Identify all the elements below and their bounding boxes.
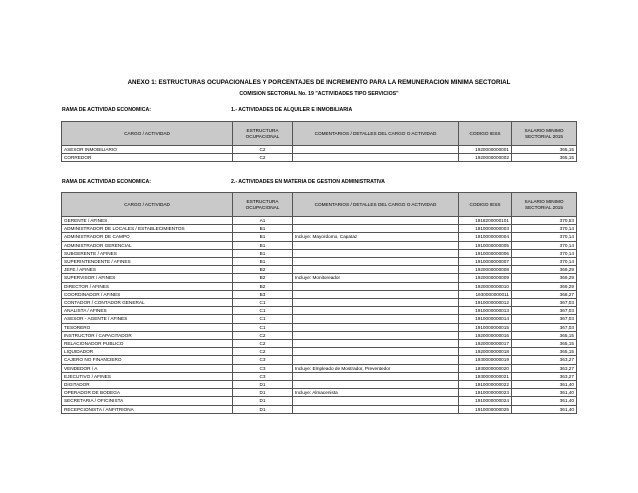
cell-salario: 365,15: [512, 331, 577, 339]
table-row: [62, 331, 577, 339]
cell-estructura: B1: [233, 249, 293, 257]
cell-estructura: B1: [233, 225, 293, 233]
cell-cargo: ANALISTA / AFINES: [62, 307, 233, 315]
table-row: [62, 389, 577, 397]
cell-estructura: C3: [233, 372, 293, 380]
cell-cargo: EJECUTIVO / AFINES: [62, 372, 233, 380]
header-estructura: ESTRUCTURA OCUPACIONAL: [233, 193, 293, 217]
cell-comentario: [293, 266, 459, 274]
header-codigo: CODIGO IESS: [459, 122, 512, 146]
table-row: [62, 348, 577, 356]
table-row: [62, 274, 577, 282]
table-row: [62, 258, 577, 266]
cell-estructura: C3: [233, 356, 293, 364]
cell-comentario: [293, 372, 459, 380]
cell-salario: 368,27: [512, 290, 577, 298]
header-comentarios: COMENTARIOS / DETALLES DEL CARGO O ACTIVIDAD: [293, 193, 459, 217]
cell-cargo: JEFE / AFINES: [62, 266, 233, 274]
cell-comentario: [293, 340, 459, 348]
cell-cargo: GERENTE / AFINES: [62, 217, 233, 225]
cell-comentario: [293, 331, 459, 339]
cell-estructura: C2: [233, 154, 293, 162]
cell-cargo: ASESOR - AGENTE / AFINES: [62, 315, 233, 323]
header-cargo: CARGO / ACTIVIDAD: [62, 122, 233, 146]
cell-cargo: OPERADOR DE BODEGA: [62, 389, 233, 397]
cell-salario: 361,40: [512, 397, 577, 405]
cell-comentario: [293, 282, 459, 290]
cell-codigo: 1920000000002: [459, 154, 512, 162]
cell-cargo: COORDINADOR / AFINES: [62, 290, 233, 298]
cell-codigo: 1910000000005: [459, 241, 512, 249]
document-subtitle: COMISION SECTORIAL No. 19 "ACTIVIDADES TIPO SERVICIOS": [239, 91, 399, 97]
cell-comentario: Incluye: Empleado de Mostrador, Preventedor: [293, 364, 459, 372]
cell-cargo: ADMINISTRADOR GERENCIAL: [62, 241, 233, 249]
table-row: [62, 397, 577, 405]
cell-salario: 370,14: [512, 225, 577, 233]
cell-salario: 361,40: [512, 381, 577, 389]
cell-codigo: 1910000000012: [459, 299, 512, 307]
cell-codigo: 1920000000009: [459, 274, 512, 282]
cell-codigo: 1910000000024: [459, 397, 512, 405]
cell-comentario: [293, 405, 459, 413]
table-row: [62, 266, 577, 274]
cell-salario: 361,40: [512, 389, 577, 397]
cell-estructura: C1: [233, 299, 293, 307]
section2-label: RAMA DE ACTIVIDAD ECONOMICA:: [62, 179, 151, 185]
header-codigo: CODIGO IESS: [459, 193, 512, 217]
cell-estructura: C1: [233, 315, 293, 323]
cell-estructura: B3: [233, 290, 293, 298]
cell-estructura: B1: [233, 258, 293, 266]
table-row: [62, 299, 577, 307]
cell-estructura: A1: [233, 217, 293, 225]
cell-codigo: 1920000000018: [459, 348, 512, 356]
table-row: [62, 241, 577, 249]
cell-comentario: [293, 356, 459, 364]
cell-estructura: B1: [233, 233, 293, 241]
cell-codigo: 1920000000008: [459, 266, 512, 274]
cell-salario: 367,03: [512, 307, 577, 315]
cell-estructura: C1: [233, 307, 293, 315]
table-row: [62, 233, 577, 241]
section1-label: RAMA DE ACTIVIDAD ECONOMICA:: [62, 107, 151, 113]
table-row: [62, 323, 577, 331]
cell-cargo: CORREDOR: [62, 154, 233, 162]
cell-codigo: 1910000000014: [459, 315, 512, 323]
cell-cargo: ADMINISTRADOR DE CAMPO: [62, 233, 233, 241]
cell-codigo: 1930000000019: [459, 356, 512, 364]
table-row: [62, 282, 577, 290]
cell-estructura: C1: [233, 323, 293, 331]
cell-estructura: B2: [233, 266, 293, 274]
table-row: [62, 154, 577, 162]
cell-cargo: ASESOR INMOBILIARIO: [62, 146, 233, 154]
cell-comentario: [293, 348, 459, 356]
cell-estructura: B1: [233, 241, 293, 249]
table-row: [62, 372, 577, 380]
header-salario: SALARIO MINIMO SECTORIAL 2015: [512, 193, 577, 217]
cell-cargo: DIRECTOR / AFINES: [62, 282, 233, 290]
cell-comentario: [293, 299, 459, 307]
table-row: [62, 290, 577, 298]
cell-codigo: 1920000000001: [459, 146, 512, 154]
cell-salario: 367,03: [512, 299, 577, 307]
table-row: [62, 340, 577, 348]
cell-estructura: C2: [233, 340, 293, 348]
cell-codigo: 1910000000025: [459, 405, 512, 413]
cell-estructura: D1: [233, 397, 293, 405]
cell-cargo: CAJERO NO FINANCIERO: [62, 356, 233, 364]
section1-table: [61, 121, 577, 162]
cell-cargo: VENDEDOR / A: [62, 364, 233, 372]
cell-cargo: INSTRUCTOR / CAPACITADOR: [62, 331, 233, 339]
table-row: [62, 249, 577, 257]
cell-estructura: D1: [233, 405, 293, 413]
cell-codigo: 1910000000006: [459, 249, 512, 257]
cell-salario: 370,53: [512, 217, 577, 225]
cell-salario: 370,14: [512, 233, 577, 241]
cell-estructura: C2: [233, 146, 293, 154]
cell-codigo: 1910000000015: [459, 323, 512, 331]
cell-comentario: [293, 241, 459, 249]
cell-cargo: SUPERINTENDENTE / AFINES: [62, 258, 233, 266]
cell-salario: 363,27: [512, 372, 577, 380]
table-row: [62, 315, 577, 323]
cell-comentario: [293, 225, 459, 233]
cell-comentario: [293, 217, 459, 225]
table-row: [62, 307, 577, 315]
cell-salario: 367,03: [512, 315, 577, 323]
cell-salario: 365,15: [512, 348, 577, 356]
cell-codigo: 1930000000011: [459, 290, 512, 298]
cell-salario: 363,27: [512, 356, 577, 364]
cell-salario: 369,29: [512, 266, 577, 274]
cell-comentario: [293, 381, 459, 389]
cell-salario: 370,14: [512, 249, 577, 257]
section2-value: 2.- ACTIVIDADES EN MATERIA DE GESTION ADMINISTRATIVA: [231, 179, 385, 185]
cell-codigo: 1910000000022: [459, 381, 512, 389]
cell-comentario: [293, 154, 459, 162]
cell-codigo: 1910000000004: [459, 233, 512, 241]
header-estructura: ESTRUCTURA OCUPACIONAL: [233, 122, 293, 146]
cell-estructura: D1: [233, 381, 293, 389]
table-row: [62, 405, 577, 413]
cell-cargo: ADMINISTRADOR DE LOCALES / ESTABLECIMIENTOS: [62, 225, 233, 233]
document-title: ANEXO 1: ESTRUCTURAS OCUPACIONALES Y PORCENTAJES DE INCREMENTO PARA LA REMUNERACION MINIMA SECTORIAL: [127, 79, 511, 86]
section2-table: [61, 192, 577, 414]
cell-codigo: 1910000000007: [459, 258, 512, 266]
cell-codigo: 1930000000020: [459, 364, 512, 372]
cell-cargo: TESORERO: [62, 323, 233, 331]
cell-comentario: [293, 397, 459, 405]
cell-cargo: DIGITADOR: [62, 381, 233, 389]
cell-codigo: 1910000000003: [459, 225, 512, 233]
cell-comentario: Incluye: Mayordomo, Capataz: [293, 233, 459, 241]
header-comentarios: COMENTARIOS / DETALLES DEL CARGO O ACTIVIDAD: [293, 122, 459, 146]
table-row: [62, 381, 577, 389]
cell-salario: 369,29: [512, 274, 577, 282]
cell-salario: 367,03: [512, 323, 577, 331]
section1-value: 1.- ACTIVIDADES DE ALQUILER E INMOBILIARIA: [231, 107, 353, 113]
cell-salario: 370,14: [512, 241, 577, 249]
cell-estructura: B2: [233, 282, 293, 290]
table-row: [62, 146, 577, 154]
cell-estructura: C3: [233, 364, 293, 372]
header-cargo: CARGO / ACTIVIDAD: [62, 193, 233, 217]
cell-codigo: 1930000000021: [459, 372, 512, 380]
cell-estructura: C2: [233, 331, 293, 339]
table-row: [62, 217, 577, 225]
cell-comentario: [293, 258, 459, 266]
cell-cargo: LIQUIDADOR: [62, 348, 233, 356]
cell-cargo: RELACIONADOR PUBLICO: [62, 340, 233, 348]
cell-comentario: Incluye: Monitoreador: [293, 274, 459, 282]
cell-cargo: CONTADOR / CONTADOR GENERAL: [62, 299, 233, 307]
cell-codigo: 1910000000023: [459, 389, 512, 397]
cell-cargo: SUPERVISOR / AFINES: [62, 274, 233, 282]
table-row: [62, 225, 577, 233]
cell-comentario: [293, 290, 459, 298]
cell-cargo: SECRETARIA / OFICINISTA: [62, 397, 233, 405]
cell-salario: 365,15: [512, 154, 577, 162]
cell-comentario: Incluye: Almacenista: [293, 389, 459, 397]
cell-salario: 365,15: [512, 146, 577, 154]
cell-codigo: 1910000000013: [459, 307, 512, 315]
cell-cargo: RECEPCIONISTA / ANFITRIONA: [62, 405, 233, 413]
cell-codigo: 1918200000101: [459, 217, 512, 225]
table-row: [62, 356, 577, 364]
cell-codigo: 1920000000017: [459, 340, 512, 348]
cell-salario: 365,15: [512, 340, 577, 348]
cell-estructura: C2: [233, 348, 293, 356]
table-row: [62, 364, 577, 372]
cell-estructura: B2: [233, 274, 293, 282]
cell-cargo: SUBGERENTE / AFINES: [62, 249, 233, 257]
cell-comentario: [293, 249, 459, 257]
header-salario: SALARIO MINIMO SECTORIAL 2015: [512, 122, 577, 146]
cell-codigo: 1920000000016: [459, 331, 512, 339]
cell-salario: 361,40: [512, 405, 577, 413]
cell-estructura: D1: [233, 389, 293, 397]
cell-comentario: [293, 323, 459, 331]
cell-salario: 369,29: [512, 282, 577, 290]
cell-comentario: [293, 315, 459, 323]
cell-salario: 363,27: [512, 364, 577, 372]
cell-comentario: [293, 307, 459, 315]
cell-comentario: [293, 146, 459, 154]
cell-codigo: 1920000000010: [459, 282, 512, 290]
cell-salario: 370,14: [512, 258, 577, 266]
